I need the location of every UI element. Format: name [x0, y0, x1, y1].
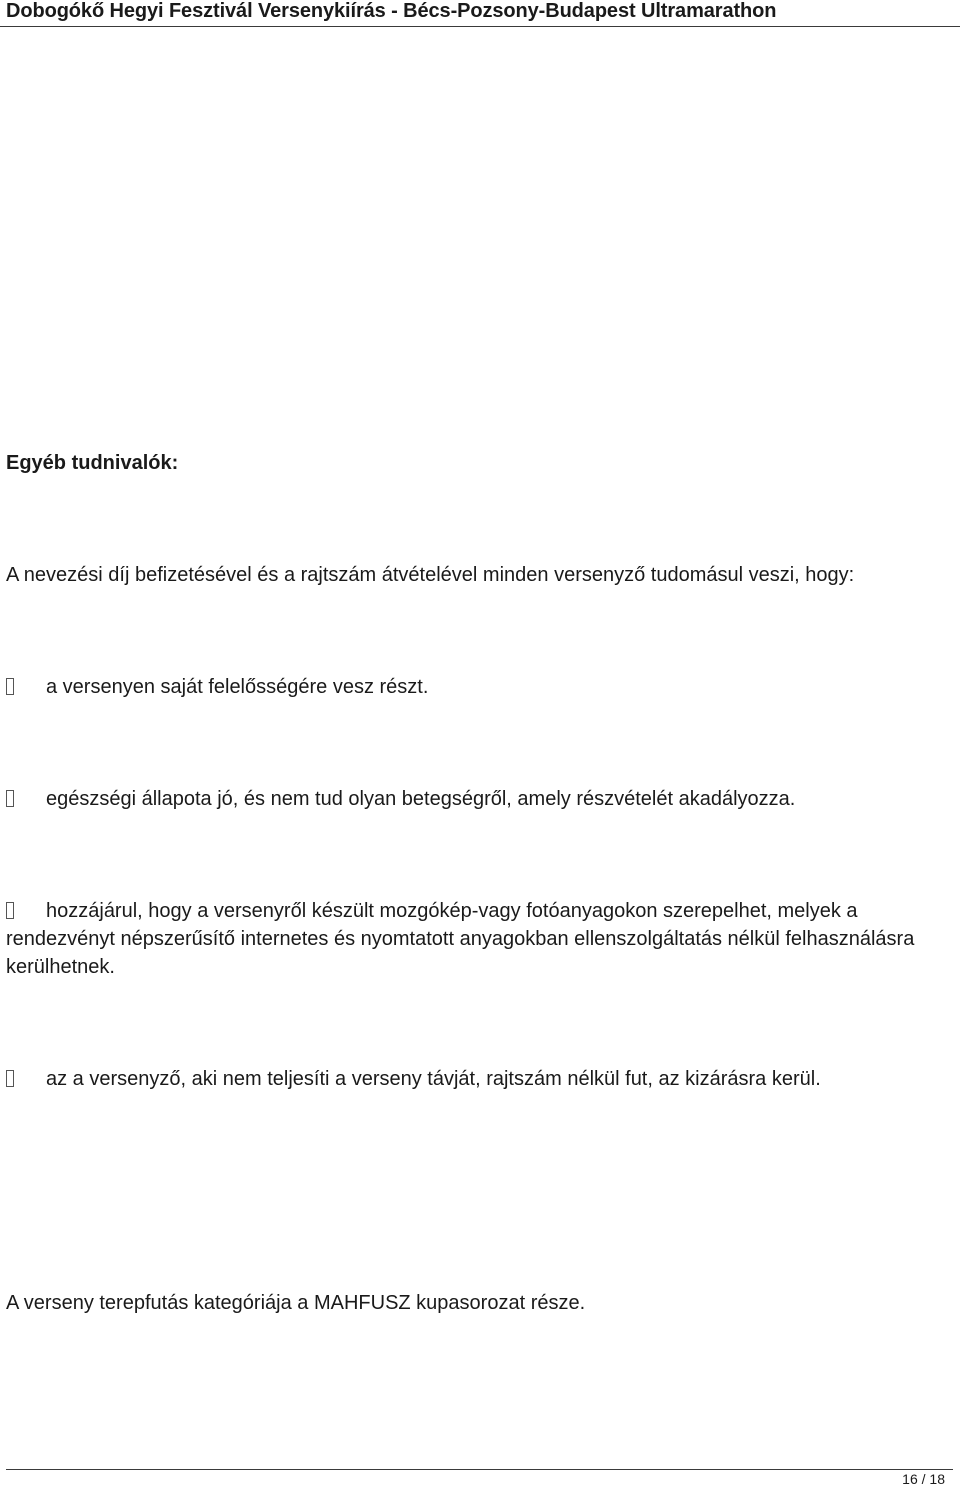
- page-header: [0, 0, 960, 27]
- bullet-icon: [6, 790, 14, 807]
- bullet-item: [6, 673, 946, 701]
- bullet-text: egészségi állapota jó, és nem tud olyan betegségről, amely részvételét akadályozza.: [46, 788, 796, 810]
- intro-paragraph: A nevezési díj befizetésével és a rajtszám átvételével minden versenyző tudomásul veszi, hogy:: [6, 564, 855, 586]
- bullet-icon: [6, 902, 14, 919]
- page-number: 16 / 18: [902, 1471, 945, 1487]
- bullet-icon: [6, 678, 14, 695]
- page-title: Dobogókő Hegyi Fesztivál Versenykiírás - Bécs-Pozsony-Budapest Ultramarathon: [6, 0, 777, 22]
- bullet-text: az a versenyző, aki nem teljesíti a verseny távját, rajtszám nélkül fut, az kizárásra kerül.: [46, 1068, 821, 1090]
- bullet-item: [6, 1065, 946, 1093]
- bullet-icon: [6, 1070, 14, 1087]
- closing-paragraph: A verseny terepfutás kategóriája a MAHFUSZ kupasorozat része.: [6, 1292, 586, 1314]
- bullet-text: a versenyen saját felelősségére vesz részt.: [46, 676, 429, 698]
- bullet-item: [6, 897, 946, 981]
- page-footer: [6, 1469, 953, 1488]
- bullet-text: hozzájárul, hogy a versenyről készült mozgókép-vagy fotóanyagokon szerepelhet, melyek a rendezvényt népszerűsítő internetes és nyomtatott anyagokban ellenszolgáltatás nélkül felhasználásra kerülhetnek.: [6, 900, 915, 978]
- bullet-item: [6, 785, 946, 813]
- section-heading: Egyéb tudnivalók:: [6, 452, 179, 474]
